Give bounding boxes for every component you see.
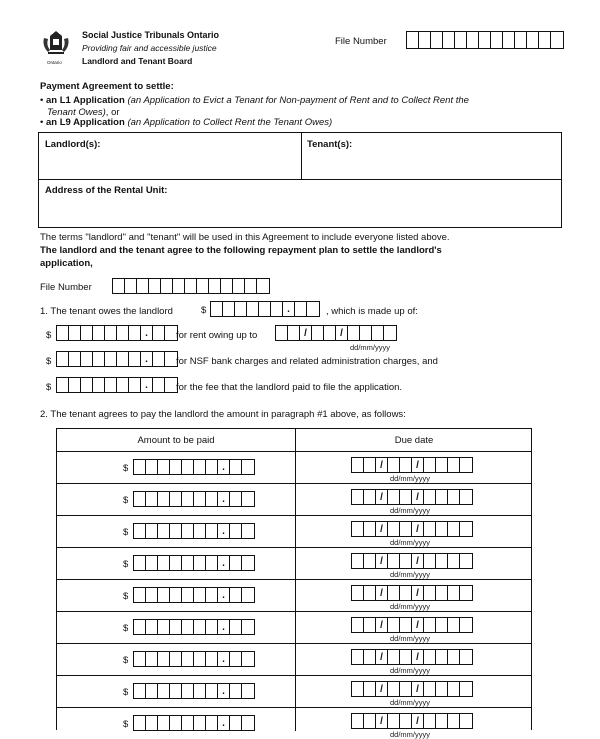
- payment-date-hint: dd/mm/yyyy: [390, 506, 431, 515]
- bullet-l1: • an L1 Application (an Application to Evict a Tenant for Non-payment of Rent and to Collect Rent the: [40, 95, 469, 106]
- payment-date-hint: dd/mm/yyyy: [390, 538, 431, 547]
- payment-due-date-field[interactable]: [351, 521, 473, 537]
- payment-row-divider: [57, 451, 531, 452]
- date-slash: /: [412, 554, 424, 568]
- payment-due-date-field[interactable]: [351, 617, 473, 633]
- decimal-point: .: [218, 716, 230, 730]
- decimal-point: .: [218, 492, 230, 506]
- landlord-field[interactable]: [41, 151, 299, 177]
- payment-due-date-field[interactable]: [351, 713, 473, 729]
- payment-date-hint: dd/mm/yyyy: [390, 474, 431, 483]
- rent-label: for rent owing up to: [176, 330, 258, 341]
- decimal-point: .: [141, 352, 153, 366]
- logo-caption: Ontario: [47, 60, 62, 65]
- date-slash: /: [376, 490, 388, 504]
- payment-amount-field[interactable]: [133, 651, 255, 667]
- date-slash: /: [336, 326, 348, 340]
- board-name: Landlord and Tenant Board: [82, 56, 193, 66]
- fee-label: for the fee that the landlord paid to file the application.: [176, 382, 403, 393]
- payment-row-divider: [57, 675, 531, 676]
- date-slash: /: [376, 458, 388, 472]
- bullet-l1-desc: (an Application to Evict a Tenant for Non-payment of Rent and to Collect Rent the: [127, 95, 469, 106]
- date-slash: /: [300, 326, 312, 340]
- decimal-point: .: [283, 302, 295, 316]
- agreement-title: Payment Agreement to settle:: [40, 81, 174, 92]
- terms-file-number-field[interactable]: [112, 278, 270, 294]
- date-slash: /: [412, 586, 424, 600]
- date-slash: /: [412, 522, 424, 536]
- rent-amount-field[interactable]: [56, 325, 178, 341]
- decimal-point: .: [218, 460, 230, 474]
- payment-due-date-field[interactable]: [351, 649, 473, 665]
- payment-amount-field[interactable]: [133, 555, 255, 571]
- section2-intro: 2. The tenant agrees to pay the landlord the amount in paragraph #1 above, as follows:: [40, 409, 406, 420]
- decimal-point: .: [218, 652, 230, 666]
- bullet-l9-bold: an L9 Application: [45, 117, 125, 128]
- date-slash: /: [376, 682, 388, 696]
- fee-dollar: $: [46, 382, 52, 393]
- payment-dollar: $: [123, 719, 129, 730]
- payment-dollar: $: [123, 591, 129, 602]
- date-slash: /: [412, 490, 424, 504]
- payment-due-date-field[interactable]: [351, 681, 473, 697]
- payment-dollar: $: [123, 463, 129, 474]
- payment-row-divider: [57, 579, 531, 580]
- payment-dollar: $: [123, 687, 129, 698]
- payment-due-date-field[interactable]: [351, 457, 473, 473]
- address-field[interactable]: [41, 197, 559, 225]
- decimal-point: .: [218, 524, 230, 538]
- payment-amount-field[interactable]: [133, 459, 255, 475]
- section1-intro: 1. The tenant owes the landlord: [40, 306, 173, 317]
- terms-line1: The terms "landlord" and "tenant" will be used in this Agreement to include everyone listed above.: [40, 232, 450, 243]
- terms-line3: application,: [40, 258, 93, 269]
- payment-date-hint: dd/mm/yyyy: [390, 730, 431, 739]
- date-slash: /: [376, 586, 388, 600]
- date-slash: /: [412, 458, 424, 472]
- col-amount-header: Amount to be paid: [137, 435, 215, 446]
- terms-line2: The landlord and the tenant agree to the following repayment plan to settle the landlord's: [40, 245, 442, 256]
- date-slash: /: [412, 682, 424, 696]
- header-file-number-label: File Number: [335, 36, 387, 47]
- bullet-l9: • an L9 Application (an Application to Collect Rent the Tenant Owes): [40, 117, 333, 128]
- date-slash: /: [376, 554, 388, 568]
- decimal-point: .: [141, 378, 153, 392]
- date-slash: /: [412, 650, 424, 664]
- decimal-point: .: [218, 684, 230, 698]
- decimal-point: .: [218, 588, 230, 602]
- payment-dollar: $: [123, 559, 129, 570]
- payment-date-hint: dd/mm/yyyy: [390, 634, 431, 643]
- payment-dollar: $: [123, 655, 129, 666]
- payment-dollar: $: [123, 527, 129, 538]
- payment-date-hint: dd/mm/yyyy: [390, 666, 431, 675]
- payment-date-hint: dd/mm/yyyy: [390, 570, 431, 579]
- terms-file-number-label: File Number: [40, 282, 92, 293]
- bullet-l1-bold: an L1 Application: [45, 95, 125, 106]
- parties-divider: [301, 133, 302, 179]
- payment-dollar: $: [123, 623, 129, 634]
- landlord-label: Landlord(s):: [45, 139, 101, 150]
- payment-row-divider: [57, 515, 531, 516]
- bullet-l1-desc-cont: Tenant Owes): [47, 107, 106, 118]
- fee-amount-field[interactable]: [56, 377, 178, 393]
- nsf-amount-field[interactable]: [56, 351, 178, 367]
- date-slash: /: [376, 650, 388, 664]
- payment-due-date-field[interactable]: [351, 553, 473, 569]
- parties-table: [38, 132, 562, 228]
- payment-date-hint: dd/mm/yyyy: [390, 602, 431, 611]
- payment-row-divider: [57, 707, 531, 708]
- date-slash: /: [376, 618, 388, 632]
- payment-col-divider: [295, 429, 296, 731]
- date-slash: /: [412, 618, 424, 632]
- decimal-point: .: [218, 556, 230, 570]
- date-slash: /: [376, 522, 388, 536]
- payment-due-date-field[interactable]: [351, 489, 473, 505]
- parties-row-divider: [39, 179, 561, 180]
- bullet-l9-desc: (an Application to Collect Rent the Tenant Owes): [127, 117, 333, 128]
- section1-total-dollar: $: [201, 305, 207, 316]
- tenant-label: Tenant(s):: [307, 139, 353, 150]
- org-name: Social Justice Tribunals Ontario: [82, 30, 220, 40]
- tenant-field[interactable]: [303, 151, 559, 177]
- rent-dollar: $: [46, 330, 52, 341]
- org-tagline: Providing fair and accessible justice: [82, 43, 217, 53]
- date-slash: /: [412, 714, 424, 728]
- col-due-header: Due date: [394, 435, 434, 446]
- payment-date-hint: dd/mm/yyyy: [390, 698, 431, 707]
- payment-schedule-table: [56, 428, 532, 739]
- payment-due-date-field[interactable]: [351, 585, 473, 601]
- decimal-point: .: [218, 620, 230, 634]
- payment-row-divider: [57, 547, 531, 548]
- payment-row-divider: [57, 483, 531, 484]
- decimal-point: .: [141, 326, 153, 340]
- nsf-dollar: $: [46, 356, 52, 367]
- rent-date-hint: dd/mm/yyyy: [350, 343, 391, 352]
- payment-row-divider: [57, 643, 531, 644]
- payment-amount-field[interactable]: [133, 715, 255, 731]
- payment-row-divider: [57, 611, 531, 612]
- payment-amount-field[interactable]: [133, 683, 255, 699]
- address-label: Address of the Rental Unit:: [45, 185, 168, 196]
- payment-amount-field[interactable]: [133, 587, 255, 603]
- payment-amount-field[interactable]: [133, 523, 255, 539]
- section1-total-amount-field[interactable]: [210, 301, 320, 317]
- nsf-label: for NSF bank charges and related administration charges, and: [176, 356, 438, 367]
- rent-date-field[interactable]: [275, 325, 397, 341]
- payment-amount-field[interactable]: [133, 619, 255, 635]
- payment-dollar: $: [123, 495, 129, 506]
- date-slash: /: [376, 714, 388, 728]
- section1-made-up-of: , which is made up of:: [326, 306, 418, 317]
- header-file-number-field[interactable]: [406, 31, 564, 49]
- payment-amount-field[interactable]: [133, 491, 255, 507]
- bullet-l1-or: , or: [105, 107, 120, 118]
- ontario-coat-of-arms-logo: [40, 30, 72, 60]
